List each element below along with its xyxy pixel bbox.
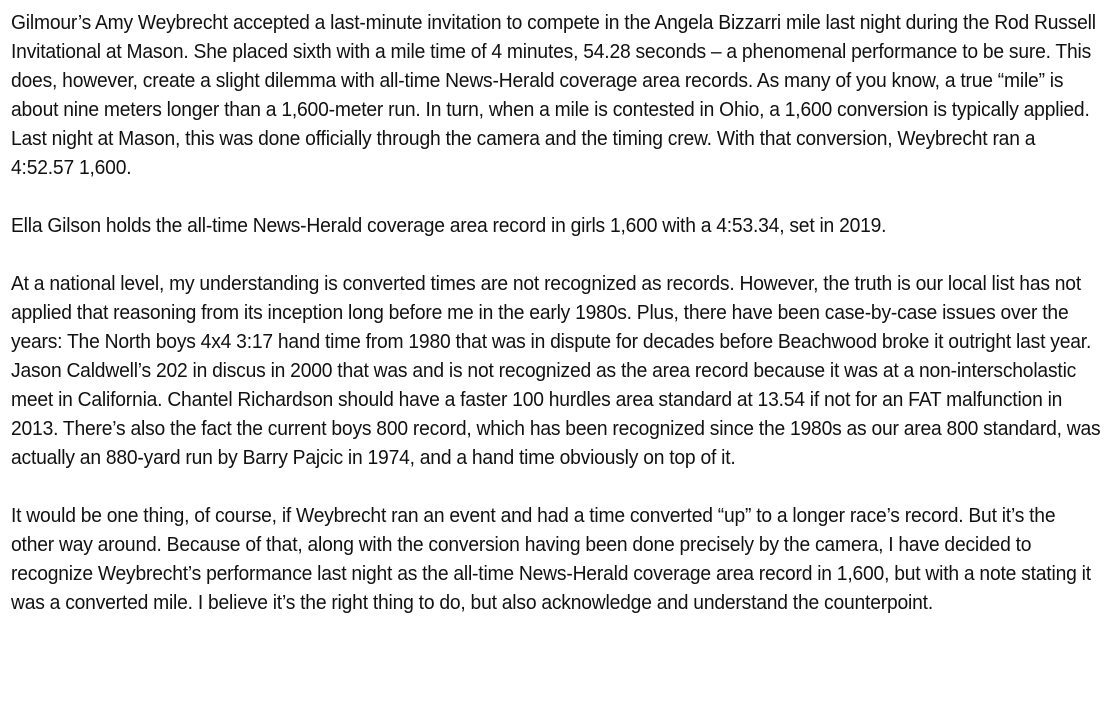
article-paragraph: At a national level, my understanding is converted times are not recognized as records. However, the truth is our local list has not applied that reasoning from its inception long before me in the early 1980s. Plus, there have been case-by-case issues over the years: The North boys 4x4 3:17 hand time from 1980 that was in dispute for decades before Beachwood broke it outright last year. Jason Caldwell’s 202 in discus in 2000 that was and is not recognized as the area record because it was at a non-interscholastic meet in California. Chantel Richardson should have a faster 100 hurdles area standard at 13.54 if not for an FAT malfunction in 2013. There’s also the fact the current boys 800 record, which has been recognized since the 1980s as our area 800 standard, was actually an 880-yard run by Barry Pajcic in 1974, and a hand time obviously on top of it. xyxy=(11,272,1101,469)
article-paragraph: It would be one thing, of course, if Weybrecht ran an event and had a time converted “up” to a longer race’s record. But it’s the other way around. Because of that, along with the conversion having been done precisely by the camera, I have decided to recognize Weybrecht’s performance last night as the all-time News-Herald coverage area record in 1,600, but with a note stating it was a converted mile. I believe it’s the right thing to do, but also acknowledge and understand the counterpoint. xyxy=(11,504,1091,614)
article-paragraph: Gilmour’s Amy Weybrecht accepted a last-minute invitation to compete in the Angela Bizzarri mile last night during the Rod Russell Invitational at Mason. She placed sixth with a mile time of 4 minutes, 54.28 seconds – a phenomenal performance to be sure. This does, however, create a slight dilemma with all-time News-Herald coverage area records. As many of you know, a true “mile” is about nine meters longer than a 1,600-meter run. In turn, when a mile is contested in Ohio, a 1,600 conversion is typically applied. Last night at Mason, this was done officially through the camera and the timing crew. With that conversion, Weybrecht ran a 4:52.57 1,600. xyxy=(11,11,1096,179)
article-paragraph: Ella Gilson holds the all-time News-Herald coverage area record in girls 1,600 with a 4:53.34, set in 2019. xyxy=(11,214,887,237)
